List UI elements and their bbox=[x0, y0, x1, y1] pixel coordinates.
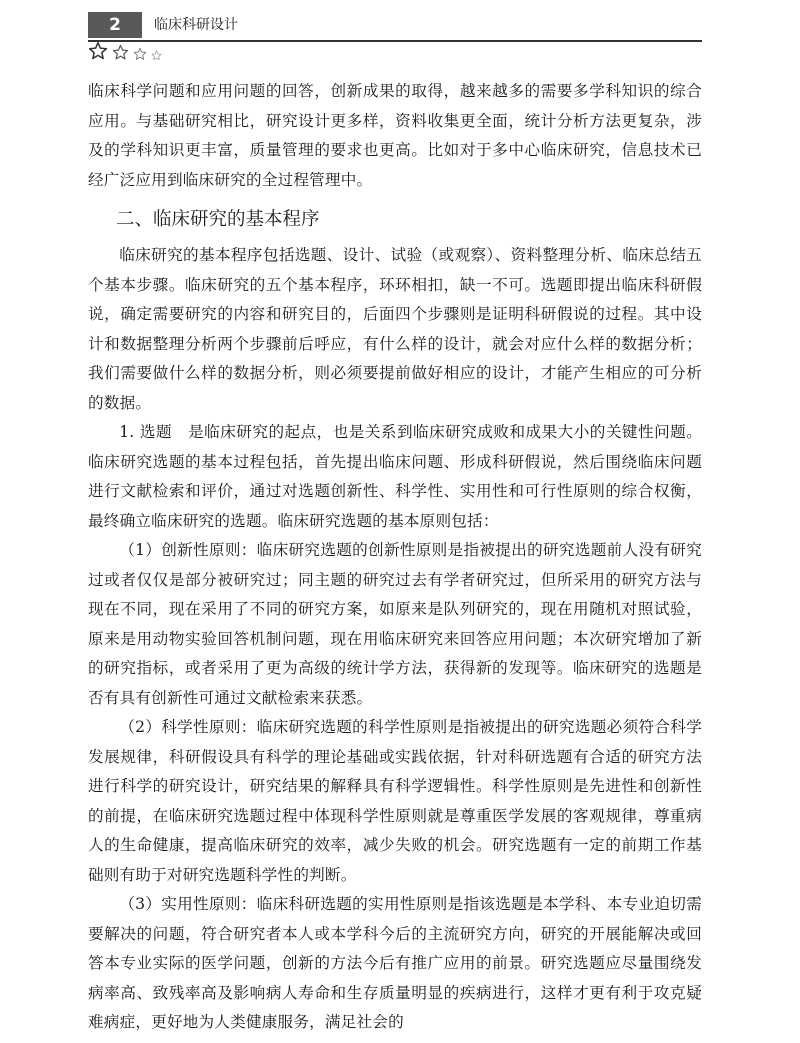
difficulty-stars bbox=[88, 41, 166, 65]
topic-text: 是临床研究的起点，也是关系到临床研究成败和成果大小的关键性问题。临床研究选题的基本过程包括，首先提出临床问题、形成科研假说，然后围绕临床问题进行文献检索和评价，通过对选题创新性、科学性、实用性和可行性原则的综合权衡，最终确立临床研究的选题。临床研究选题的基本原则包括： bbox=[88, 423, 702, 530]
page-header bbox=[88, 12, 702, 42]
star-outline-icon bbox=[88, 41, 108, 65]
section-heading: 二、临床研究的基本程序 bbox=[116, 209, 320, 230]
page-body bbox=[88, 77, 702, 1038]
paragraph-principle-innovation: （1）创新性原则：临床研究选题的创新性原则是指被提出的研究选题前人没有研究过或者仅仅是部分被研究过；同主题的研究过去有学者研究过，但所采用的研究方法与现在不同，现在采用了不同的研究方案，如原来是队列研究的，现在用随机对照试验，原来是用动物实验回答机制问题，现在用临床研究来回答应用问题；本次研究增加了新的研究指标，或者采用了更为高级的统计学方法，获得新的发现等。临床研究的选题是否有具有创新性可通过文献检索来获悉。 bbox=[88, 541, 702, 707]
paragraph-principle-practical: （3）实用性原则：临床科研选题的实用性原则是指该选题是本学科、本专业迫切需要解决的问题，符合研究者本人或本学科今后的主流研究方向，研究的开展能解决或回答本专业实际的医学问题，创新的方法今后有推广应用的前景。研究选题应尽量围绕发病率高、致残率高及影响病人寿命和生存质量明显的疾病进行，这样才更有利于攻克疑难病症，更好地为人类健康服务，满足社会的 bbox=[88, 895, 702, 1031]
paragraph-topic bbox=[88, 418, 702, 536]
star-outline-icon bbox=[151, 46, 162, 65]
page-number: 2 bbox=[88, 12, 142, 38]
star-outline-icon bbox=[133, 46, 147, 65]
star-outline-icon bbox=[112, 44, 129, 65]
topic-lead: 1. 选题 bbox=[119, 423, 173, 441]
paragraph-intro: 临床科学问题和应用问题的回答，创新成果的取得，越来越多的需要多学科知识的综合应用。与基础研究相比，研究设计更多样，资料收集更全面，统计分析方法更复杂，涉及的学科知识更丰富，质量管理的要求也更高。比如对于多中心临床研究，信息技术已经广泛应用到临床研究的全过程管理中。 bbox=[88, 82, 702, 189]
paragraph-program: 临床研究的基本程序包括选题、设计、试验（或观察）、资料整理分析、临床总结五个基本步骤。临床研究的五个基本程序，环环相扣，缺一不可。选题即提出临床科研假说，确定需要研究的内容和研究目的，后面四个步骤则是证明科研假说的过程。其中设计和数据整理分析两个步骤前后呼应，有什么样的设计，就会对应什么样的数据分析；我们需要做什么样的数据分析，则必须要提前做好相应的设计，才能产生相应的可分析的数据。 bbox=[88, 246, 702, 412]
book-title: 临床科研设计 bbox=[154, 17, 238, 33]
paragraph-principle-scientific: （2）科学性原则：临床研究选题的科学性原则是指被提出的研究选题必须符合科学发展规律，科研假设具有科学的理论基础或实践依据，针对科研选题有合适的研究方法进行科学的研究设计，研究结果的解释具有科学逻辑性。科学性原则是先进性和创新性的前提，在临床研究选题过程中体现科学性原则就是尊重医学发展的客观规律，尊重病人的生命健康，提高临床研究的效率，减少失败的机会。研究选题有一定的前期工作基础则有助于对研究选题科学性的判断。 bbox=[88, 718, 702, 884]
